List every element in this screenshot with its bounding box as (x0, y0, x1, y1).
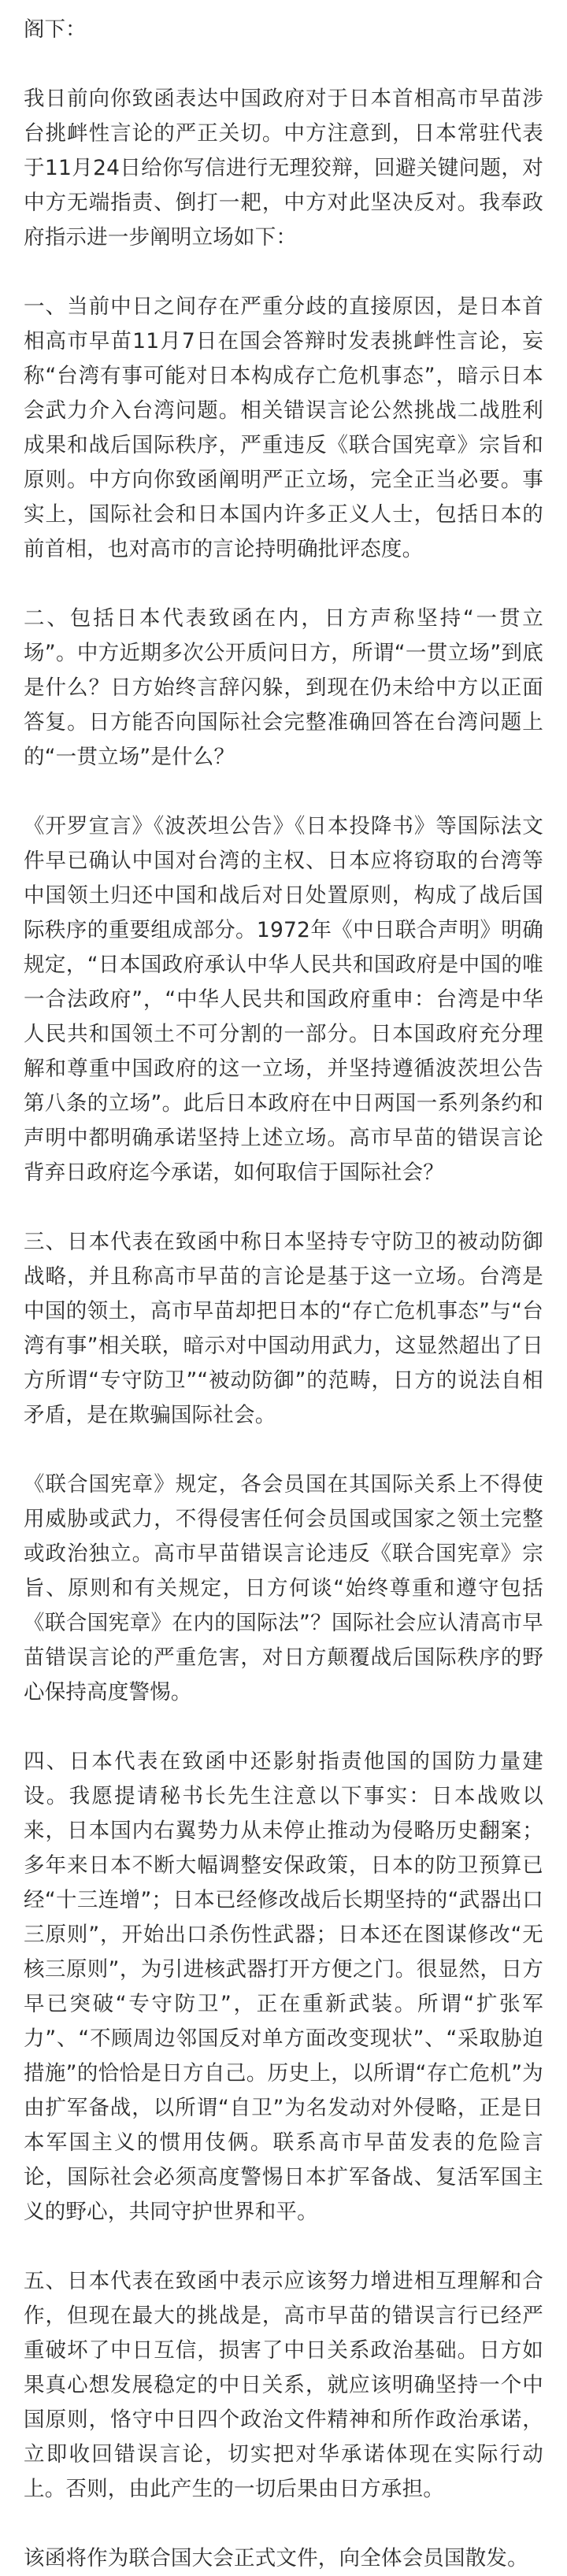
paragraph-point-two: 二、包括日本代表致函在内，日方声称坚持“一贯立场”。中方近期多次公开质问日方，所谓“一贯立场”到底是什么？日方始终言辞闪躲，到现在仍未给中方以正面答复。日方能否向国际社会完整准确回答在台湾问题上的“一贯立场”是什么？ (24, 606, 543, 769)
paragraph-point-three: 三、日本代表在致函中称日本坚持专守防卫的被动防御战略，并且称高市早苗的言论是基于这一立场。台湾是中国的领土，高市早苗却把日本的“存亡危机事态”与“台湾有事”相关联，暗示对中国动用武力，这显然超出了日方所谓“专守防卫”“被动防御”的范畴，日方的说法自相矛盾，是在欺骗国际社会。 (24, 1230, 543, 1427)
letter-salutation: 阁下： (24, 17, 87, 42)
paragraph-intro: 我日前向你致函表达中国政府对于日本首相高市早苗涉台挑衅性言论的严正关切。中方注意到，日本常驻代表于11月24日给你写信进行无理狡辩，回避关键问题，对中方无端指责、倒打一耙，中方对此坚决反对。我奉政府指示进一步阐明立场如下： (24, 87, 543, 250)
paragraph-closing: 该函将作为联合国大会正式文件，向全体会员国散发。 (24, 2546, 528, 2570)
paragraph-un-charter: 《联合国宪章》规定，各会员国在其国际关系上不得使用威胁或武力，不得侵害任何会员国或国家之领土完整或政治独立。高市早苗错误言论违反《联合国宪章》宗旨、原则和有关规定，日方何谈“始终尊重和遵守包括《联合国宪章》在内的国际法”？国际社会应认清高市早苗错误言论的严重危害，对日方颠覆战后国际秩序的野心保持高度警惕。 (24, 1472, 543, 1704)
paragraph-point-four: 四、日本代表在致函中还影射指责他国的国防力量建设。我愿提请秘书长先生注意以下事实：日本战败以来，日本国内右翼势力从未停止推动为侵略历史翻案；多年来日本不断大幅调整安保政策，日本的防卫预算已经“十三连增”；日本已经修改战后长期坚持的“武器出口三原则”，开始出口杀伤性武器；日本还在图谋修改“无核三原则”，为引进核武器打开方便之门。很显然，日方早已突破“专守防卫”，正在重新武装。所谓“扩张军力”、“不顾周边邻国反对单方面改变现状”、“采取胁迫措施”的恰恰是日方自己。历史上，以所谓“存亡危机”为由扩军备战，以所谓“自卫”为名发动对外侵略，正是日本军国主义的惯用伎俩。联系高市早苗发表的危险言论，国际社会必须高度警惕日本扩军备战、复活军国主义的野心，共同守护世界和平。 (24, 1749, 543, 2224)
paragraph-legal-documents: 《开罗宣言》《波茨坦公告》《日本投降书》等国际法文件早已确认中国对台湾的主权、日本应将窃取的台湾等中国领土归还中国和战后对日处置原则，构成了战后国际秩序的重要组成部分。1972年《中日联合声明》明确规定，“日本国政府承认中华人民共和国政府是中国的唯一合法政府”，“中华人民共和国政府重申：台湾是中华人民共和国领土不可分割的一部分。日本国政府充分理解和尊重中国政府的这一立场，并坚持遵循波茨坦公告第八条的立场”。此后日本政府在中日两国一系列条约和声明中都明确承诺坚持上述立场。高市早苗的错误言论背弃日政府迄今承诺，如何取信于国际社会？ (24, 814, 543, 1185)
paragraph-point-five: 五、日本代表在致函中表示应该努力增进相互理解和合作，但现在最大的挑战是，高市早苗的错误言行已经严重破坏了中日互信，损害了中日关系政治基础。日方如果真心想发展稳定的中日关系，就应该明确坚持一个中国原则，恪守中日四个政治文件精神和所作政治承诺，立即收回错误言论，切实把对华承诺体现在实际行动上。否则，由此产生的一切后果由日方承担。 (24, 2269, 543, 2501)
paragraph-point-one: 一、当前中日之间存在严重分歧的直接原因，是日本首相高市早苗11月7日在国会答辩时发表挑衅性言论，妄称“台湾有事可能对日本构成存亡危机事态”，暗示日本会武力介入台湾问题。相关错误言论公然挑战二战胜利成果和战后国际秩序，严重违反《联合国宪章》宗旨和原则。中方向你致函阐明严正立场，完全正当必要。事实上，国际社会和日本国内许多正义人士，包括日本的前首相，也对高市的言论持明确批评态度。 (24, 294, 543, 561)
